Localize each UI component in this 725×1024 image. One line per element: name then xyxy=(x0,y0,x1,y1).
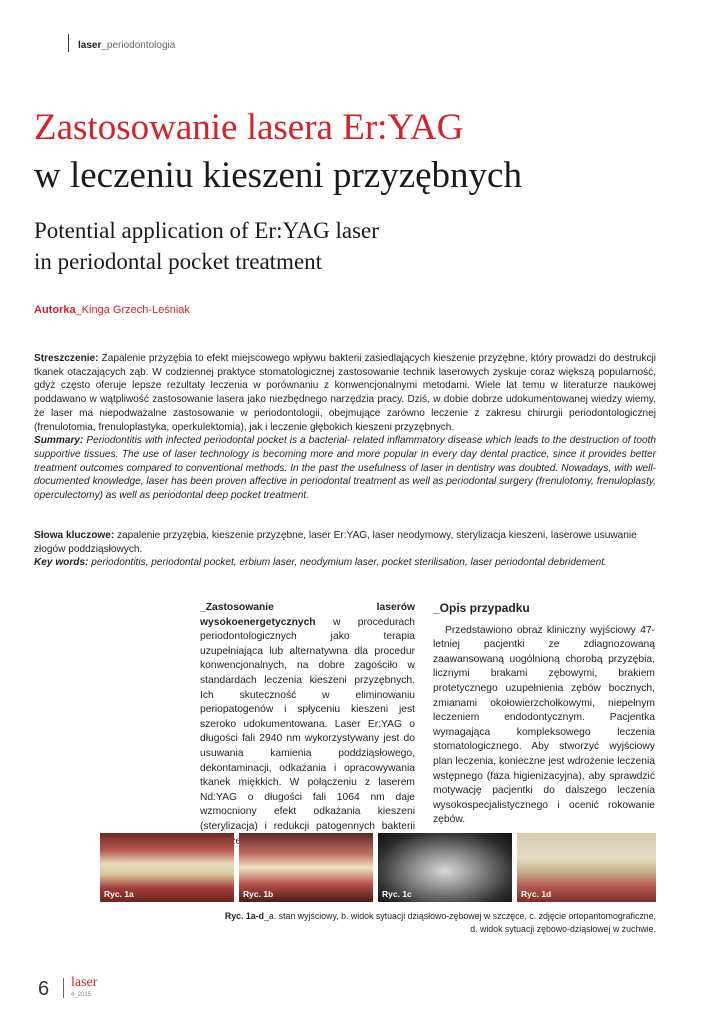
column1-text: w procedurach periodontologicznych jako terapia uzupełniająca lub alternatywna dla procedur konwencjonalnych, na dobre zagościło w standardach leczenia kieszeni przyzębnych. Ich skuteczność w eliminowaniu periopatogenów i spłyceniu kieszeni jest szeroko udokumentowana. Laser Er:YAG o długości fali 2940 nm wykorzystywany jest do usuwania kamienia poddziąsłowego, dekontaminacji, odkażania i opracowywania tkanek miękkich. W połączeniu z laserem Nd:YAG o długości fali 1064 nm daje wzmocniony efekt odkażania kieszeni (sterylizacja) i redukcji patogennych bakterii xyxy=(200,616,415,832)
abstract-en xyxy=(34,434,656,503)
photo-mandible xyxy=(517,833,656,902)
subtitle-line-2: in periodontal pocket treatment xyxy=(34,249,323,274)
photo-label-1b: Ryc. 1b xyxy=(243,889,274,899)
magazine-logo: laser xyxy=(71,975,98,990)
photo-panoramic-xray xyxy=(378,833,512,902)
keywords-en-text: periodontitis, periodontal pocket, erbium laser, neodymium laser, pocket sterilisation, laser periodontal debridement. xyxy=(88,557,607,569)
subtitle-line-1: Potential application of Er:YAG laser xyxy=(34,218,379,243)
abstract-en-text: Periodontitis with infected periodontal pocket is a bacterial- related inflammatory disease which leads to the destruction of tooth supportive tissues. The use of laser technology is becoming more and more popular in every day dental practice, since it provides better treatment outcomes compared to conventional methods. In the past the usefulness of laser in dentistry was doubted. Nowadays, with well-documented knowledge, laser has been proven affective in periodontal treatment as well as periodontal surgery (frenulotomy, frenuloplasty, operculectomy) as well as periodontal deep pocket treatment. xyxy=(34,435,656,502)
title-line-2: w leczeniu kieszeni przyzębnych xyxy=(34,155,522,196)
column1-paragraph xyxy=(200,601,415,849)
keywords-en xyxy=(34,556,656,570)
header-section: laser xyxy=(78,40,102,51)
body-column-2 xyxy=(433,601,655,828)
case-text: Przedstawiono obraz kliniczny wyjściowy 47-letniej pacjentki ze zdiagnozowaną zaawansowaną uogólnioną chorobą przyzębia, licznymi brakami zębowymi, brakiem protetycznego uzupełnienia zębów bocznych, zmianami okołowierzchołkowymi, niepełnym leczeniem endodontycznym. Pacjentka wymagająca kompleksowego leczenia stomatologicznego. Aby stworzyć wyjściowy plan leczenia, konieczne jest wdrożenie leczenia wstępnego (faza higienizacyjna), aby sprawdzić motywację pacjentki do dalszego leczenia wysokospecjalistycznego i ocenić rokowanie zębów. xyxy=(433,624,655,826)
footer-divider xyxy=(63,978,64,998)
issue-number: 4_2015 xyxy=(71,992,92,998)
header-subsection: _periodontologia xyxy=(101,40,176,51)
photo-label-1c: Ryc. 1c xyxy=(382,889,412,899)
abstract-pl xyxy=(34,352,656,434)
caption-text-1: _a. stan wyjściowy, b. widok sytuacji dziąsłowo-zębowej w szczęce, c. zdjęcie ortopantomograficzne, xyxy=(264,911,656,921)
abstract-pl-text: Zapalenie przyzębia to efekt miejscowego wpływu bakterii zasiedlających kieszenie przyzębne, który prowadzi do destrukcji tkanek otaczających ząb. W codziennej praktyce stomatologicznej zastosowanie technik laserowych zyskuje coraz większą popularność, gdyż często oferuje lepsze rezultaty leczenia w porównaniu z konwencjonalnymi metodami. Wiele lat temu w literaturze naukowej poddawano w wątpliwość zastosowanie lasera jako niezbędnego narzędzia pracy. Dziś, w dobie dobrze udokumentowanej wiedzy wiemy, że laser ma niepodważalne zastosowanie w periodontologii, obejmujące zarówno leczenie z zakresu chirurgii periodontologicznej (frenulotomia, frenuloplastyka, operkulektomia), jak i leczenie głębokich kieszeni przyzębnych. xyxy=(34,353,656,433)
case-heading: _Opis przypadku xyxy=(433,601,530,615)
page-number: 6 xyxy=(38,978,50,1000)
running-header xyxy=(78,40,175,51)
keywords-pl-label: Słowa kluczowe: xyxy=(34,530,115,541)
abstract-pl-label: Streszczenie: xyxy=(34,353,99,364)
caption-text-2: d. widok sytuacji zębowo-dziąsłowej w żuchwie. xyxy=(470,924,656,934)
abstract xyxy=(34,352,656,503)
abstract-en-label: Summary: xyxy=(34,435,84,447)
header-divider xyxy=(68,34,69,52)
photo-initial-state xyxy=(100,833,234,902)
author-label: Autorka xyxy=(34,304,76,316)
body-column-1 xyxy=(200,601,415,849)
column1-lead: _Zastosowanie laserów wysokoenergetycznych xyxy=(200,602,415,628)
figure-caption xyxy=(100,910,656,936)
keywords xyxy=(34,529,656,570)
caption-line-1 xyxy=(100,910,656,923)
english-subtitle xyxy=(34,215,379,277)
keywords-pl xyxy=(34,529,656,556)
figure-photos xyxy=(100,833,656,902)
title-line-1: Zastosowanie lasera Er:YAG xyxy=(34,107,464,148)
keywords-en-label: Key words: xyxy=(34,557,89,569)
photo-label-1a: Ryc. 1a xyxy=(104,889,134,899)
author-line xyxy=(34,304,190,316)
photo-label-1d: Ryc. 1d xyxy=(521,889,552,899)
keywords-pl-text: zapalenie przyzębia, kieszenie przyzębne, laser Er:YAG, laser neodymowy, sterylizacja kieszeni, laserowe usuwanie złogów poddziąsłowych. xyxy=(34,530,637,555)
author-name: _Kinga Grzech-Leśniak xyxy=(75,304,190,316)
photo-maxilla xyxy=(239,833,373,902)
caption-label: Ryc. 1a-d xyxy=(224,911,265,921)
